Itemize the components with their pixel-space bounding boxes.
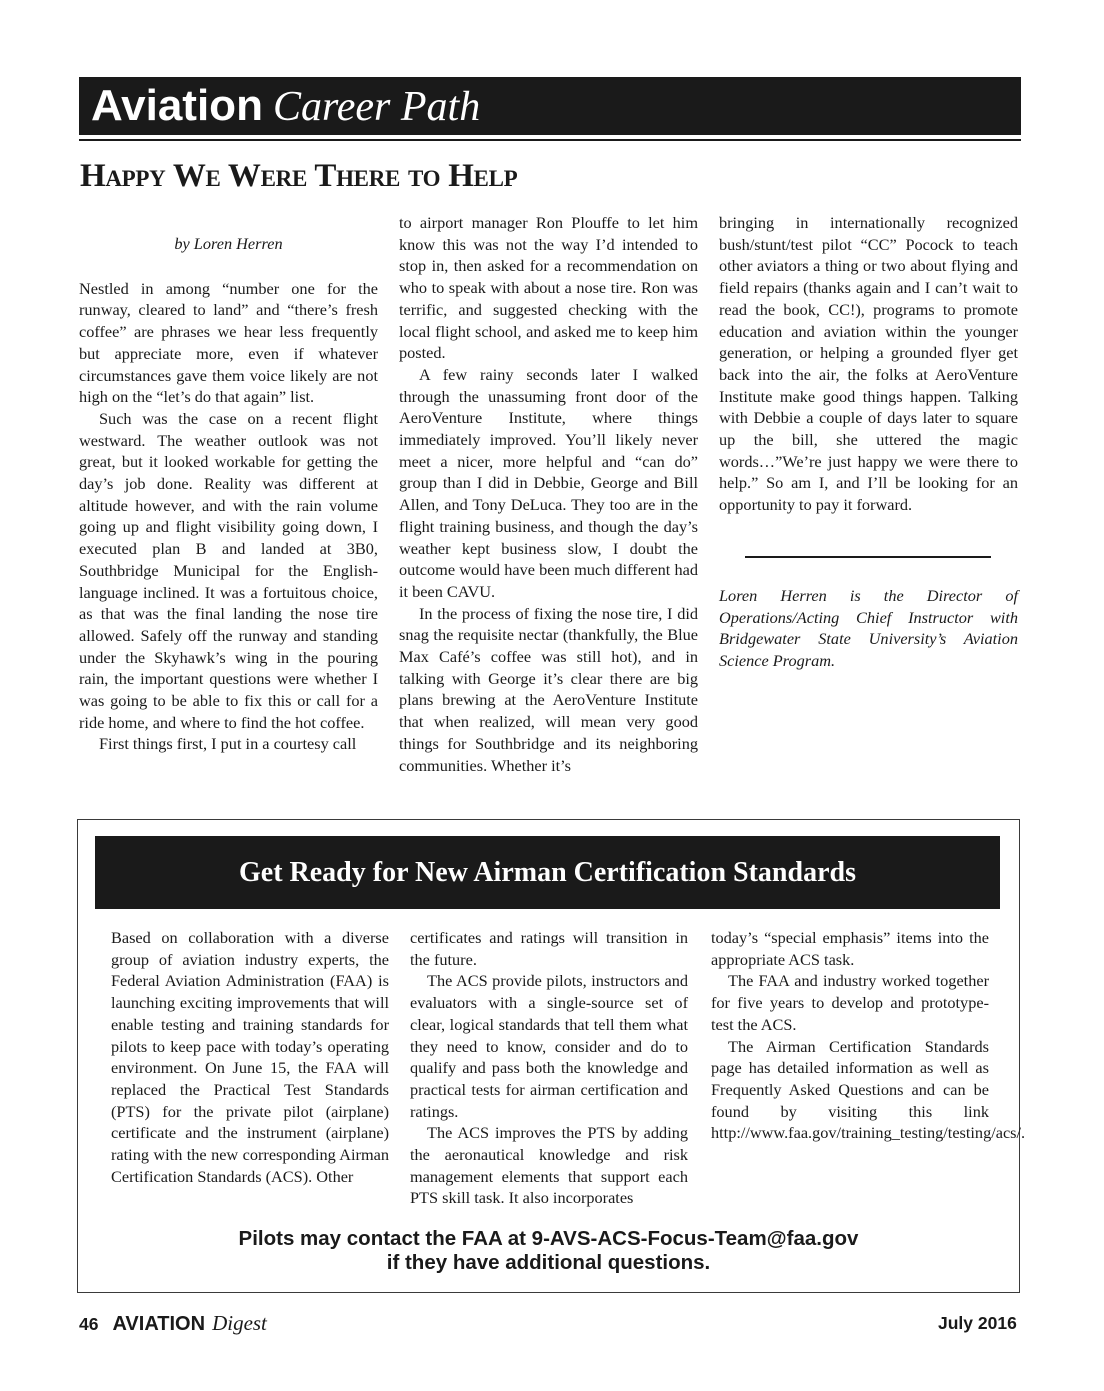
issue-date: July 2016 bbox=[938, 1313, 1017, 1333]
sidebar-column-1 bbox=[111, 927, 389, 1187]
page-number: 46 bbox=[79, 1314, 99, 1334]
sidebar-paragraph: certificates and ratings will transition in the future. bbox=[410, 928, 688, 969]
article-column-2 bbox=[399, 212, 698, 776]
bio-divider bbox=[745, 556, 991, 558]
sidebar-column-2 bbox=[410, 927, 688, 1209]
article-paragraph: A few rainy seconds later I walked through the unassuming front door of the AeroVenture Institute, where things immediately improved. You’ll likely never meet a nicer, more helpful and “can do” group than I did in Debbie, George and Bill Allen, and Tony DeLuca. They too are in the flight training business, and though the day’s weather kept business slow, I doubt the outcome would have been much different had it been CAVU. bbox=[399, 364, 698, 601]
article-paragraph: bringing in internationally recognized bush/stunt/test pilot “CC” Pocock to teach other aviators a thing or two about flying and field repairs (thanks again and I can’t wait to read the book, CC!), programs to promote education and aviation within the younger generation, or helping a grounded flyer get back into the air, the folks at AeroVenture Institute make good things happen. Talking with Debbie a couple of days later to square up the bill, she uttered the magic words…”We’re just happy we were there to help.” So am I, and I’ll be looking for an opportunity to pay it forward. bbox=[719, 213, 1018, 515]
article-title: Happy We Were There to Help bbox=[80, 158, 518, 194]
section-banner bbox=[79, 77, 1021, 135]
contact-line-1: Pilots may contact the FAA at 9-AVS-ACS-Focus-Team@faa.gov bbox=[238, 1227, 859, 1250]
sidebar-paragraph: The Airman Certification Standards page has detailed information as well as Frequently Asked Questions and can be found by visiting this link http://www.faa.gov/training_testing/testing/acs/. bbox=[711, 1036, 1026, 1143]
sidebar-paragraph: The ACS improves the PTS by adding the aeronautical knowledge and risk management elements that support each PTS skill task. It also incorporates bbox=[410, 1123, 688, 1208]
contact-line-2: if they have additional questions. bbox=[386, 1251, 711, 1274]
article-paragraph: Such was the case on a recent flight westward. The weather outlook was not great, but it looked workable for getting the day’s job done. Reality was different at altitude however, and with the rain volume going up and flight visibility going down, I executed plan B and landed at 3B0, Southbridge Municipal for the English-language inclined. It was a fortuitous choice, as that was the final landing the nose tire allowed. Safely off the runway and standing under the Skyhawk’s wing in the pouring rain, the important questions were whether I was going to be able to fix this or call for a ride home, and where to find the hot coffee. bbox=[79, 408, 378, 732]
article-paragraph: Nestled in among “number one for the runway, cleared to land” and “there’s fresh coffee” are phrases we hear less frequently but appreciate more, even if whatever circumstances gave them voice likely are not high on the “let’s do that again” list. bbox=[79, 278, 378, 407]
sidebar-column-3 bbox=[711, 927, 1026, 1144]
article-column-3 bbox=[719, 212, 1018, 672]
article-paragraph: to airport manager Ron Plouffe to let him know this was not the way I’d intended to stop in, then asked for a recommendation on who to speak with about a nose tire. Ron was terrific, and suggested checking with the local flight school, and asked me to keep him posted. bbox=[399, 213, 698, 363]
banner-rule bbox=[79, 139, 1021, 141]
section-banner-italic: Career Path bbox=[272, 84, 481, 130]
magazine-name-italic: Digest bbox=[212, 1311, 267, 1335]
section-banner-word: Aviation bbox=[91, 81, 263, 130]
sidebar-contact bbox=[96, 1227, 1001, 1275]
article-paragraph: In the process of fixing the nose tire, I did snag the requisite nectar (thankfully, the Blue Max Café’s coffee was still hot), and in talking with George it’s clear there are big plans brewing at the AeroVenture Institute that when realized, will mean very good things for Southbridge and its neighboring communities. Whether it’s bbox=[399, 603, 698, 775]
sidebar-paragraph: The FAA and industry worked together for five years to develop and prototype-test the ACS. bbox=[711, 971, 989, 1034]
article-column-1 bbox=[79, 233, 378, 755]
byline: by Loren Herren bbox=[174, 234, 283, 253]
sidebar-paragraph: Based on collaboration with a diverse group of aviation industry experts, the Federal Aviation Administration (FAA) is launching exciting improvements that will enable testing and training standards for pilots to keep pace with today’s operating environment. On June 15, the FAA will replaced the Practical Test Standards (PTS) for the private pilot (airplane) certificate and the instrument (airplane) rating with the new corresponding Airman Certification Standards (ACS). Other bbox=[111, 928, 389, 1186]
sidebar-title: Get Ready for New Airman Certification Standards bbox=[95, 836, 1000, 909]
sidebar-paragraph: The ACS provide pilots, instructors and evaluators with a single-source set of clear, logical standards that tell them what they need to know, consider and do to qualify and pass both the knowledge and practical tests for airman certification and ratings. bbox=[410, 971, 688, 1121]
sidebar-paragraph: today’s “special emphasis” items into the appropriate ACS task. bbox=[711, 928, 989, 969]
article-paragraph: First things first, I put in a courtesy call bbox=[99, 734, 357, 754]
magazine-name: AVIATION bbox=[112, 1313, 206, 1335]
author-bio: Loren Herren is the Director of Operations/Acting Chief Instructor with Bridgewater State University’s Aviation Science Program. bbox=[719, 585, 1018, 670]
footer-left bbox=[79, 1309, 267, 1339]
